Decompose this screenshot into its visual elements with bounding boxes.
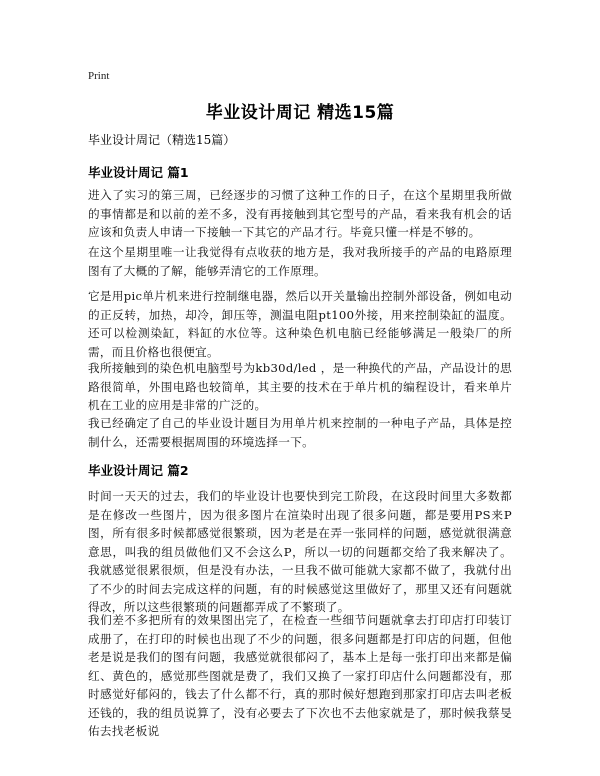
document-subtitle: 毕业设计周记（精选15篇） <box>88 133 236 147</box>
section-heading-2: 毕业设计周记 篇2 <box>88 463 189 478</box>
paragraph: 它是用pic单片机来进行控制继电器，然后以开关量输出控制外部设备，例如电动的正反转，加热，却冷，卸压等，测温电阻pt100外接，用来控制染缸的温度。还可以检测染缸，料缸的水位等。这种染色机电脑已经能够满足一般染厂的所需，而且价格也很便宜。 <box>88 289 512 359</box>
paragraph: 我们差不多把所有的效果图出完了，在检查一些细节问题就拿去打印店打印装订成册了，在打印的时候也出现了不少的问题，很多问题都是打印店的问题，但他老是说是我们的图有问题，我感觉就很郁闷了，基本上是每一张打印出来都是偏红、黄色的，感觉那些图就是费了，我们又换了一家打印店什么问题都没有，那时感觉好郁闷的，钱去了什么都不行，真的那时候好想跑到那家打印店去叫老板还钱的，我的组员说算了，没有必要去了下次也不去他家就是了，那时候我蔡旻佑去找老板说 <box>88 613 512 738</box>
paragraph: 时间一天天的过去，我们的毕业设计也要快到完工阶段，在这段时间里大多数都是在修改一些图片，因为很多图片在渲染时出现了很多问题，都是要用PS来P图，所有很多时候都感觉很繁琐，因为老是在弄一张同样的问题，感觉就很满意意思，叫我的组员做他们又不会这么P，所以一切的问题都交给了我来解决了。我就感觉很累很烦，但是没有办法，一旦我不做可能就大家都不做了，我就付出了不少的时间去完成这样的问题，有的时候感觉这里做好了，那里又还有问题就得改，所以这些很繁琐的问题都弄成了不繁琐了。 <box>88 489 512 614</box>
print-label: Print <box>88 70 110 82</box>
paragraph: 我所接触到的染色机电脑型号为kb30d/led ，是一种换代的产品，产品设计的思路很简单，外围电路也较简单，其主要的技术在于单片机的编程设计，看来单片机在工业的应用是非常的广泛的。 <box>88 361 512 412</box>
page-title: 毕业设计周记 精选15篇 <box>205 103 395 123</box>
paragraph: 我已经确定了自己的毕业设计题目为用单片机来控制的一种电子产品，具体是控制什么，还需要根据周围的环境选择一下。 <box>88 416 512 449</box>
section-heading-1: 毕业设计周记 篇1 <box>88 165 189 180</box>
paragraph: 进入了实习的第三周，已经逐步的习惯了这种工作的日子，在这个星期里我所做的事情都是和以前的差不多，没有再接触到其它型号的产品，看来我有机会的话应该和负责人申请一下接触一下其它的产品才行。毕竟只懂一样是不够的。 <box>88 188 512 239</box>
paragraph: 在这个星期里唯一让我觉得有点收获的地方是，我对我所接手的产品的电路原理图有了大概的了解，能够弄清它的工作原理。 <box>88 245 512 278</box>
